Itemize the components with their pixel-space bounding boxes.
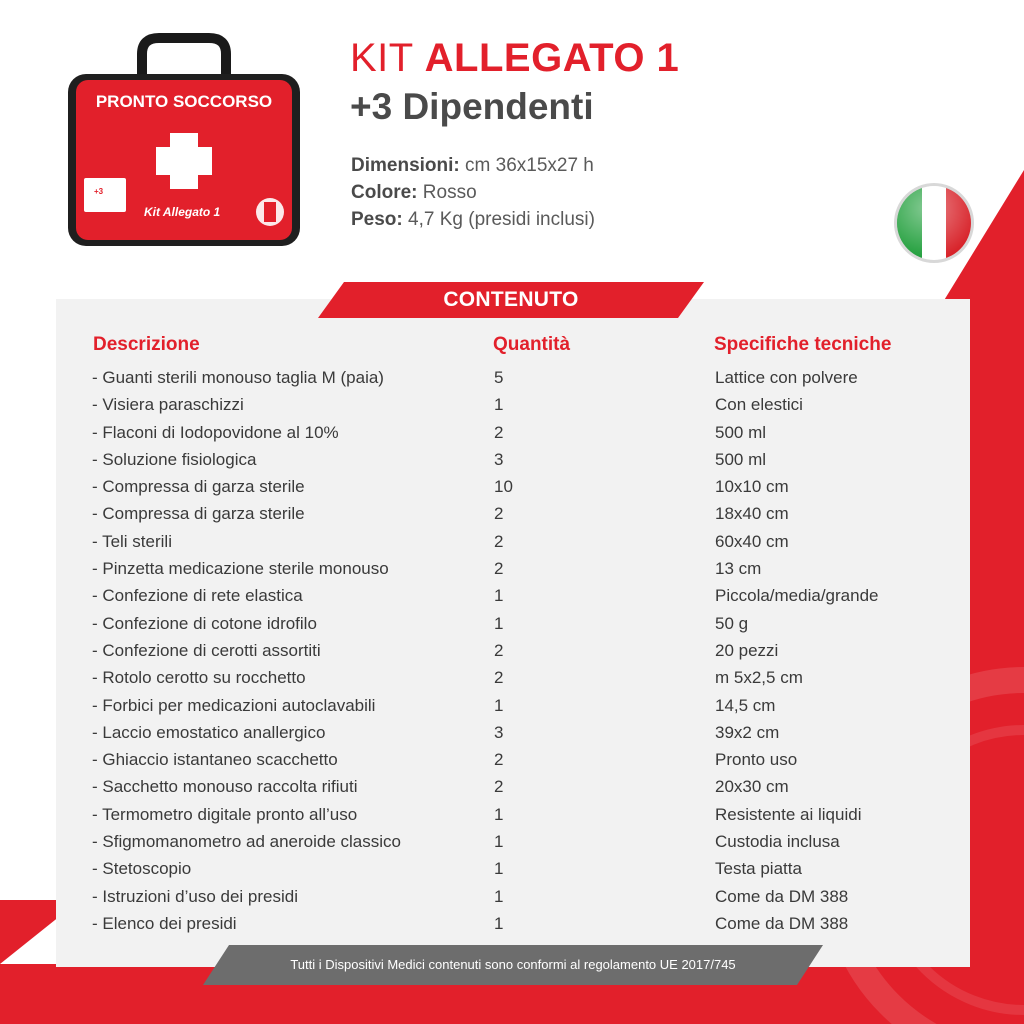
list-item: - Ghiaccio istantaneo scacchetto 2 Pronto uso — [92, 750, 798, 770]
column-header-specs: Specifiche tecniche — [714, 334, 892, 355]
list-item: - Visiera paraschizzi 1 Con elestici — [92, 395, 803, 415]
list-item: - Confezione di cerotti assortiti 2 20 pezzi — [92, 640, 779, 660]
list-item: - Forbici per medicazioni autoclavabili 1 14,5 cm — [92, 695, 776, 715]
page-title — [350, 36, 679, 81]
list-item: - Compressa di garza sterile 10 10x10 cm — [92, 477, 789, 497]
title-bold: ALLEGATO 1 — [424, 36, 680, 80]
section-banner: CONTENUTO — [443, 288, 579, 311]
list-item: - Confezione di rete elastica 1 Piccola/media/grande — [92, 586, 879, 606]
footer-note: Tutti i Dispositivi Medici contenuti sono conformi al regolamento UE 2017/745 — [290, 957, 736, 972]
page-subtitle: +3 Dipendenti — [350, 86, 594, 127]
list-item: - Istruzioni d’uso dei presidi 1 Come da DM 388 — [92, 886, 849, 906]
italy-flag-icon — [891, 180, 977, 266]
spec-color: Colore: Rosso — [351, 182, 477, 203]
list-item: - Flaconi di Iodopovidone al 10% 2 500 ml — [92, 422, 767, 442]
list-item: - Laccio emostatico anallergico 3 39x2 cm — [92, 722, 780, 742]
list-item: - Sfigmomanometro ad aneroide classico 1 Custodia inclusa — [92, 832, 840, 852]
list-item: - Stetoscopio 1 Testa piatta — [92, 859, 802, 879]
spec-dimensions: Dimensioni: cm 36x15x27 h — [351, 155, 594, 176]
list-item: - Teli sterili 2 60x40 cm — [92, 531, 789, 551]
column-header-description: Descrizione — [93, 334, 200, 355]
list-item: - Pinzetta medicazione sterile monouso 2 13 cm — [92, 559, 762, 579]
list-item: - Guanti sterili monouso taglia M (paia) 5 Lattice con polvere — [92, 368, 858, 387]
title-prefix: KIT — [350, 36, 414, 80]
contents-list — [0, 366, 1024, 939]
list-item: - Sacchetto monouso raccolta rifiuti 2 20x30 cm — [92, 777, 789, 797]
first-aid-bag-image — [64, 30, 304, 250]
list-item: - Elenco dei presidi 1 Come da DM 388 — [92, 913, 849, 933]
product-specs — [351, 152, 595, 233]
column-header-quantity: Quantità — [493, 334, 571, 355]
bag-kit-label: Kit Allegato 1 — [144, 205, 221, 219]
bag-top-label: PRONTO SOCCORSO — [95, 92, 273, 111]
svg-text:+3: +3 — [94, 187, 104, 196]
list-item: - Confezione di cotone idrofilo 1 50 g — [92, 613, 749, 633]
list-item: - Rotolo cerotto su rocchetto 2 m 5x2,5 cm — [92, 668, 803, 688]
spec-weight: Peso: 4,7 Kg (presidi inclusi) — [351, 209, 595, 230]
list-item: - Compressa di garza sterile 2 18x40 cm — [92, 504, 789, 524]
list-item: - Soluzione fisiologica 3 500 ml — [92, 449, 767, 469]
list-item: - Termometro digitale pronto all’uso 1 Resistente ai liquidi — [92, 804, 862, 824]
